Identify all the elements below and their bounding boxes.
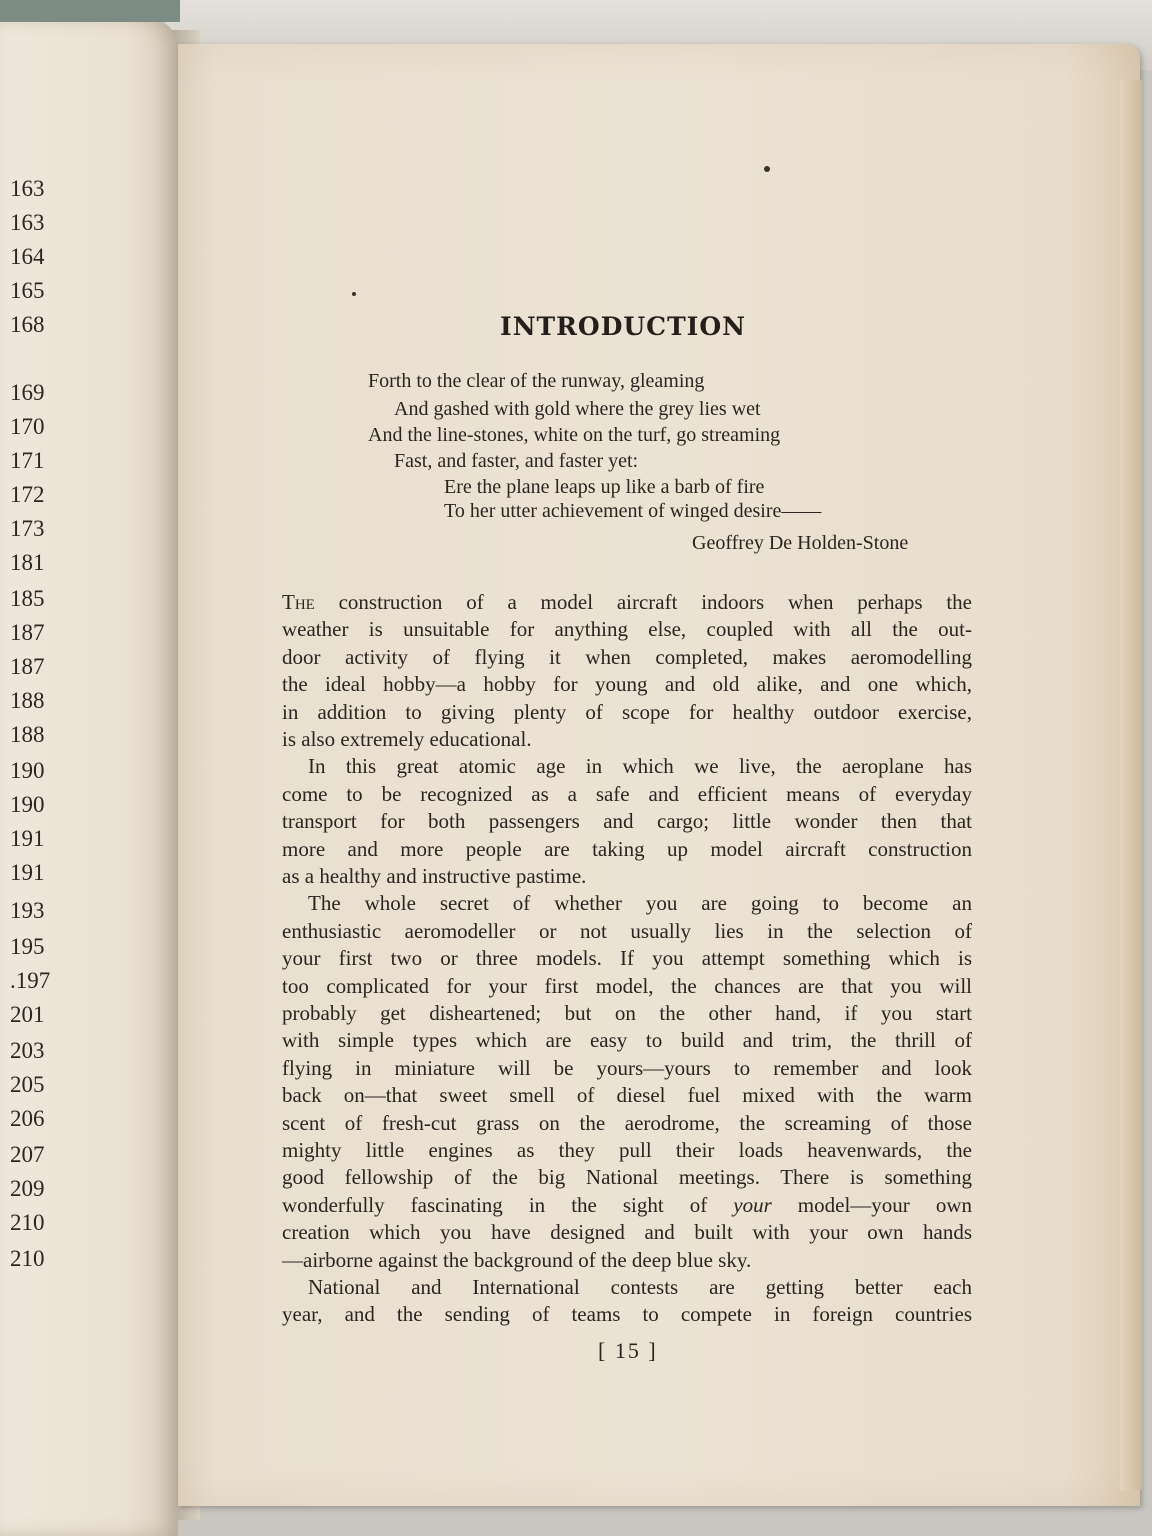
body-line: the ideal hobby—a hobby for young and old alike, and one which, (282, 672, 972, 697)
body-line-text: construction of a model aircraft indoors when perhaps the (314, 590, 972, 614)
body-line: flying in miniature will be yours—yours to remember and look (282, 1055, 972, 1080)
body-line: —airborne against the background of the deep blue sky. (282, 1247, 752, 1272)
epigraph-line: And gashed with gold where the grey lies wet (394, 398, 761, 420)
epigraph-line: To her utter achievement of winged desire—— (444, 500, 822, 522)
page-number: [ 15 ] (598, 1338, 658, 1363)
toc-page-number: 191 (10, 826, 45, 851)
body-line-text: wonderfully fascinating in the sight of (282, 1192, 734, 1217)
body-line (282, 1193, 972, 1218)
body-line: probably get disheartened; but on the other hand, if you start (282, 1001, 972, 1025)
toc-page-number: 188 (10, 688, 45, 713)
toc-page-number: 173 (10, 516, 45, 541)
body-line: weather is unsuitable for anything else, coupled with all the out- (282, 617, 972, 642)
toc-page-number: 169 (10, 380, 45, 405)
toc-page-number: 201 (10, 1002, 45, 1027)
epigraph-line: Ere the plane leaps up like a barb of fire (444, 476, 765, 498)
body-line: with simple types which are easy to build and trim, the thrill of (282, 1028, 972, 1053)
drop-word: The (282, 590, 315, 614)
toc-page-number: 164 (10, 244, 45, 269)
toc-page-number: 187 (10, 654, 45, 679)
body-line: too complicated for your first model, the chances are that you will (282, 973, 972, 998)
toc-page-number: 171 (10, 448, 45, 473)
toc-page-number: 195 (10, 934, 45, 959)
toc-page-number: 206 (10, 1106, 45, 1131)
toc-page-number: 163 (10, 210, 45, 235)
body-line: your first two or three models. If you attempt something which is (282, 946, 972, 971)
toc-page-number: 210 (10, 1210, 45, 1235)
body-line: The whole secret of whether you are going to become an (308, 891, 972, 916)
body-line: year, and the sending of teams to compete in foreign countries (282, 1302, 972, 1327)
toc-page-number: 181 (10, 550, 45, 575)
body-line: back on—that sweet smell of diesel fuel mixed with the warm (282, 1083, 972, 1108)
epigraph-line: Forth to the clear of the runway, gleaming (368, 370, 705, 392)
toc-page-number: 209 (10, 1176, 45, 1201)
body-line: as a healthy and instructive pastime. (282, 864, 587, 888)
ink-speck (764, 166, 770, 172)
toc-page-number: 188 (10, 722, 45, 747)
toc-page-number: 210 (10, 1246, 45, 1271)
toc-page-number: 170 (10, 414, 45, 439)
toc-page-number: 187 (10, 620, 45, 645)
book-cover-cloth (0, 0, 180, 22)
body-line: National and International contests are getting better each (308, 1275, 972, 1299)
toc-page-number: 207 (10, 1142, 45, 1167)
page-edge (1120, 80, 1142, 1490)
body-line: enthusiastic aeromodeller or not usually lies in the selection of (282, 918, 972, 943)
body-line: more and more people are taking up model aircraft construction (282, 836, 972, 861)
toc-page-number: 205 (10, 1072, 45, 1097)
toc-page-number: 191 (10, 860, 45, 885)
epigraph-line: And the line-stones, white on the turf, go streaming (368, 424, 781, 446)
toc-page-number: 168 (10, 312, 45, 337)
body-line-text: model—your own (771, 1192, 972, 1217)
toc-page-number: .197 (10, 968, 51, 993)
toc-page-number: 163 (10, 176, 45, 201)
body-line (282, 590, 972, 615)
epigraph-attribution: Geoffrey De Holden-Stone (692, 532, 909, 554)
body-line: In this great atomic age in which we live, the aeroplane has (308, 754, 972, 779)
ink-speck (352, 292, 356, 296)
body-line: creation which you have designed and built with your own hands (282, 1220, 972, 1245)
toc-page-number: 190 (10, 758, 45, 783)
italic-word: your (733, 1192, 772, 1217)
toc-page-number: 172 (10, 482, 45, 507)
toc-page-number: 193 (10, 898, 45, 923)
body-line: in addition to giving plenty of scope for healthy outdoor exercise, (282, 699, 972, 724)
body-line: come to be recognized as a safe and efficient means of everyday (282, 781, 972, 806)
body-line: mighty little engines as they pull their loads heavenwards, the (282, 1138, 972, 1162)
toc-page-number: 190 (10, 792, 45, 817)
toc-page-number: 203 (10, 1038, 45, 1063)
body-line: is also extremely educational. (282, 727, 532, 751)
body-line: good fellowship of the big National meetings. There is something (282, 1165, 972, 1190)
toc-page-number: 185 (10, 586, 45, 611)
epigraph-line: Fast, and faster, and faster yet: (394, 450, 639, 472)
body-line: scent of fresh-cut grass on the aerodrome, the screaming of those (282, 1110, 972, 1135)
body-line: door activity of flying it when completed, makes aeromodelling (282, 644, 972, 669)
chapter-heading: INTRODUCTION (500, 312, 747, 341)
toc-page-number: 165 (10, 278, 45, 303)
left-page (0, 18, 178, 1536)
body-line: transport for both passengers and cargo; little wonder then that (282, 809, 972, 834)
